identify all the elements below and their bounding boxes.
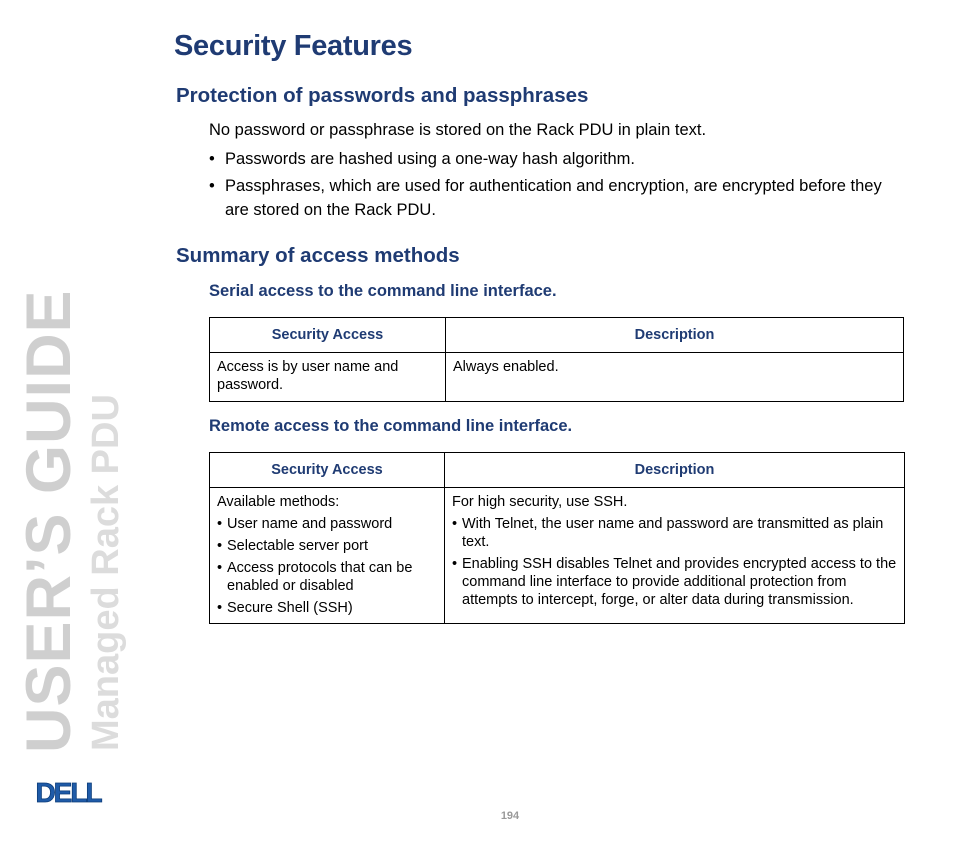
svg-text:DELL: DELL [35, 778, 101, 806]
column-header-description: Description [446, 318, 904, 353]
remote-access-heading: Remote access to the command line interface. [209, 417, 573, 435]
column-header-security-access: Security Access [210, 453, 445, 488]
list-item: • Secure Shell (SSH) [217, 599, 437, 617]
table-header-row [210, 318, 904, 353]
access-methods-list [217, 515, 437, 617]
column-header-description: Description [445, 453, 905, 488]
passwords-section-heading: Protection of passwords and passphrases [176, 84, 589, 107]
list-item: • Passwords are hashed using a one-way hash algorithm. [209, 147, 909, 171]
serial-access-heading: Serial access to the command line interface. [209, 282, 557, 300]
list-item: • Access protocols that can be enabled or disabled [217, 559, 437, 595]
table-header-row [210, 453, 905, 488]
passwords-bullet-list [209, 147, 909, 225]
sidebar-guide-title: USER’S GUIDE [14, 289, 84, 753]
description-list [452, 515, 897, 609]
serial-access-table [209, 317, 904, 402]
list-item: • With Telnet, the user name and password are transmitted as plain text. [452, 515, 897, 551]
list-item: • Selectable server port [217, 537, 437, 555]
access-methods-intro: Available methods: [217, 494, 340, 510]
page-number: 194 [500, 810, 520, 822]
page-title: Security Features [174, 30, 413, 62]
access-section-heading: Summary of access methods [176, 244, 460, 267]
serial-access-cell: Access is by user name and password. [210, 353, 446, 402]
sidebar-product-name: Managed Rack PDU [85, 394, 127, 751]
list-item: • Enabling SSH disables Telnet and provides encrypted access to the command line interface to provide additional protection from attempts to intercept, forge, or alter data during transmission. [452, 555, 897, 609]
remote-access-cell [210, 488, 445, 624]
column-header-security-access: Security Access [210, 318, 446, 353]
passwords-intro: No password or passphrase is stored on the Rack PDU in plain text. [209, 121, 707, 139]
remote-access-table [209, 452, 905, 624]
table-row [210, 353, 904, 402]
table-row [210, 488, 905, 624]
list-item: • Passphrases, which are used for authentication and encryption, are encrypted before they are stored on the Rack PDU. [209, 174, 909, 222]
description-intro: For high security, use SSH. [452, 494, 628, 510]
serial-description-cell: Always enabled. [446, 353, 904, 402]
dell-logo [25, 778, 111, 806]
remote-description-cell [445, 488, 905, 624]
list-item: • User name and password [217, 515, 437, 533]
